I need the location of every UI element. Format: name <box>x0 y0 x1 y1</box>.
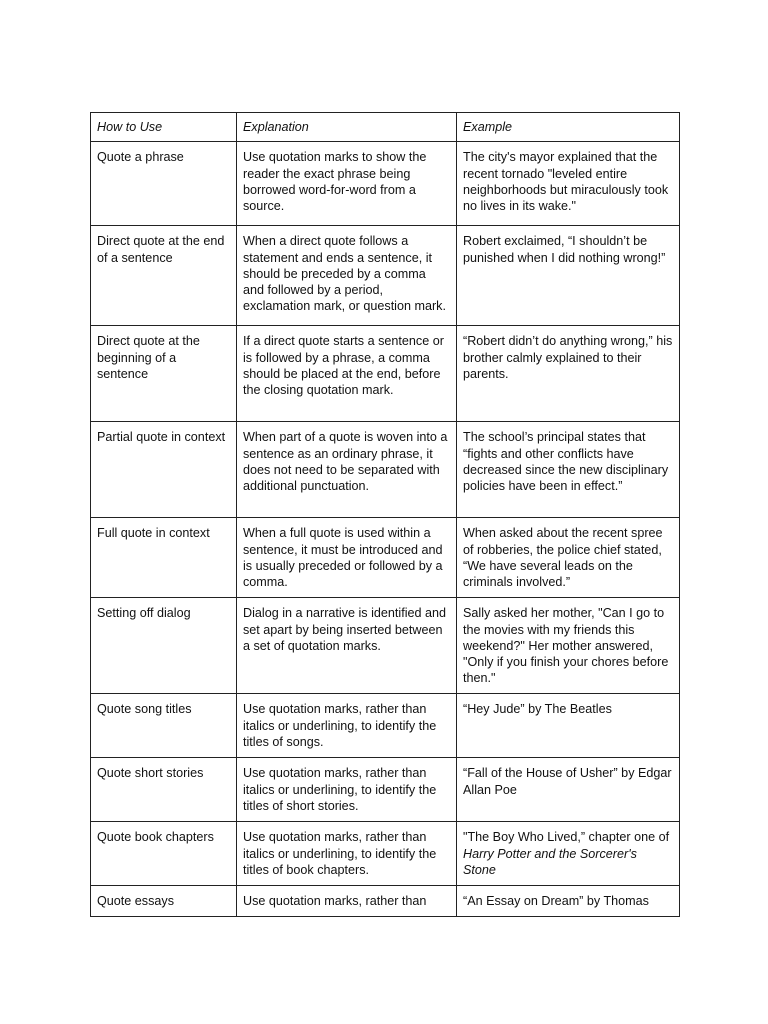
cell-example: “Fall of the House of Usher” by Edgar Allan Poe <box>457 758 680 822</box>
table-row <box>91 422 680 518</box>
cell-example: “An Essay on Dream” by Thomas <box>457 886 680 916</box>
cell-how-to-use: Partial quote in context <box>91 422 237 518</box>
cell-how-to-use: Quote essays <box>91 886 237 916</box>
example-text: "The Boy Who Lived,” chapter one of <box>463 830 670 845</box>
table-row <box>91 518 680 598</box>
header-how-to-use: How to Use <box>91 113 237 142</box>
cell-how-to-use: Direct quote at the beginning of a sentence <box>91 326 237 422</box>
cell-how-to-use: Setting off dialog <box>91 598 237 694</box>
cell-explanation: When part of a quote is woven into a sentence as an ordinary phrase, it does not need to be separated with additional punctuation. <box>237 422 457 518</box>
table-row <box>91 326 680 422</box>
cell-how-to-use: Quote song titles <box>91 694 237 758</box>
cell-example: Robert exclaimed, “I shouldn’t be punished when I did nothing wrong!” <box>457 226 680 326</box>
table-row <box>91 598 680 694</box>
cell-explanation: Dialog in a narrative is identified and set apart by being inserted between a set of quotation marks. <box>237 598 457 694</box>
cell-explanation: Use quotation marks, rather than italics or underlining, to identify the titles of songs. <box>237 694 457 758</box>
cell-explanation: Use quotation marks, rather than italics or underlining, to identify the titles of book chapters. <box>237 822 457 886</box>
cell-explanation: Use quotation marks, rather than <box>237 886 457 916</box>
cell-example: “Hey Jude” by The Beatles <box>457 694 680 758</box>
quotation-usage-table <box>90 112 680 917</box>
book-title-italic: Harry Potter and the Sorcerer's Stone <box>463 846 637 877</box>
cell-how-to-use: Quote short stories <box>91 758 237 822</box>
table-row <box>91 886 680 916</box>
cell-example: The city's mayor explained that the recent tornado "leveled entire neighborhoods but miraculously took no lives in its wake." <box>457 142 680 226</box>
cell-explanation: When a direct quote follows a statement and ends a sentence, it should be preceded by a comma and followed by a period, exclamation mark, or question mark. <box>237 226 457 326</box>
cell-explanation: Use quotation marks, rather than italics or underlining, to identify the titles of short stories. <box>237 758 457 822</box>
table-row <box>91 758 680 822</box>
table-row <box>91 822 680 886</box>
table-row <box>91 226 680 326</box>
cell-example <box>457 822 680 886</box>
cell-how-to-use: Quote a phrase <box>91 142 237 226</box>
table-row <box>91 694 680 758</box>
cell-example: The school’s principal states that “fights and other conflicts have decreased since the new disciplinary policies have been in effect.” <box>457 422 680 518</box>
header-example: Example <box>457 113 680 142</box>
cell-how-to-use: Quote book chapters <box>91 822 237 886</box>
cell-example: Sally asked her mother, "Can I go to the movies with my friends this weekend?" Her mother answered, "Only if you finish your chores before then." <box>457 598 680 694</box>
cell-explanation: If a direct quote starts a sentence or is followed by a phrase, a comma should be placed at the end, before the closing quotation mark. <box>237 326 457 422</box>
header-explanation: Explanation <box>237 113 457 142</box>
table-header-row <box>91 113 680 142</box>
table-row <box>91 142 680 226</box>
cell-explanation: When a full quote is used within a sentence, it must be introduced and is usually preceded or followed by a comma. <box>237 518 457 598</box>
cell-explanation: Use quotation marks to show the reader the exact phrase being borrowed word-for-word from a source. <box>237 142 457 226</box>
cell-example: When asked about the recent spree of robberies, the police chief stated, “We have several leads on the criminals involved.” <box>457 518 680 598</box>
cell-how-to-use: Full quote in context <box>91 518 237 598</box>
cell-example: “Robert didn’t do anything wrong,” his brother calmly explained to their parents. <box>457 326 680 422</box>
cell-how-to-use: Direct quote at the end of a sentence <box>91 226 237 326</box>
